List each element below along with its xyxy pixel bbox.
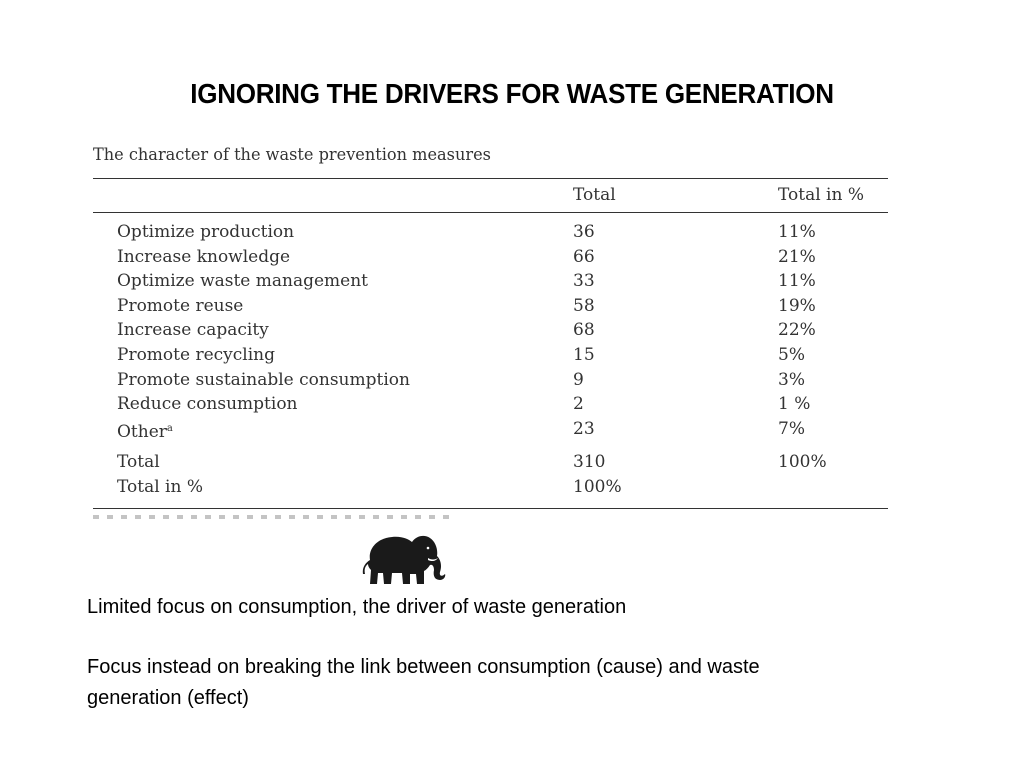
measure-name: Optimize production [117, 222, 295, 242]
table-header-row [93, 179, 888, 212]
measure-name: Promote reuse [117, 295, 244, 316]
measure-name: Reduce consumption [117, 394, 298, 415]
measure-percent: 7% [778, 418, 805, 439]
measure-percent: 5% [778, 344, 805, 365]
measure-name: Increase knowledge [117, 246, 291, 267]
table-row [93, 318, 888, 343]
measure-total: 68 [573, 320, 595, 341]
table-row [93, 343, 888, 368]
slide-title: IGNORING THE DRIVERS FOR WASTE GENERATION [190, 78, 834, 109]
table-row [93, 269, 888, 294]
measure-total: 23 [573, 418, 595, 439]
header-total: Total [573, 185, 616, 205]
header-total-percent: Total in % [778, 185, 865, 205]
measure-total: 9 [573, 369, 584, 390]
table-totals [93, 450, 888, 507]
table-caption: The character of the waste prevention measures [93, 145, 491, 165]
cropped-footnote-remnant [93, 509, 888, 519]
total-label: Total [117, 452, 160, 473]
total-row [93, 450, 888, 475]
table-row [93, 220, 888, 245]
measure-total: 2 [573, 394, 584, 415]
total-count: 310 [573, 452, 606, 473]
total-percent-row [93, 475, 888, 500]
measure-total: 15 [573, 344, 595, 365]
measure-percent: 1 % [778, 394, 811, 415]
total-percent: 100% [778, 452, 827, 473]
measure-percent: 21% [778, 246, 816, 267]
measure-name [117, 417, 173, 445]
table-row [93, 392, 888, 417]
elephant-icon [362, 530, 448, 586]
note-limited-focus: Limited focus on consumption, the driver of waste generation [87, 596, 627, 618]
measure-name: Promote sustainable consumption [117, 369, 410, 390]
table-row [93, 294, 888, 319]
total-percent-label: Total in % [117, 476, 204, 497]
measure-percent: 22% [778, 320, 816, 341]
table-body [93, 213, 888, 508]
measure-name: Optimize waste management [117, 271, 369, 292]
measure-total: 58 [573, 295, 595, 316]
note-focus-instead: Focus instead on breaking the link between consumption (cause) and waste generation (effect) [87, 656, 760, 709]
footnote-mark: a [166, 422, 173, 434]
other-label: Other [117, 421, 167, 442]
measure-total: 33 [573, 271, 595, 292]
table-row [93, 417, 888, 442]
measure-total: 36 [573, 222, 595, 242]
total-percent-value: 100% [573, 476, 622, 497]
measure-percent: 3% [778, 369, 805, 390]
table-row [93, 245, 888, 270]
measure-percent: 11% [778, 222, 816, 242]
measure-name: Promote recycling [117, 344, 275, 365]
measure-name: Increase capacity [117, 320, 269, 341]
table-row [93, 368, 888, 393]
measure-total: 66 [573, 246, 595, 267]
measure-percent: 11% [778, 271, 816, 292]
measure-percent: 19% [778, 295, 816, 316]
waste-prevention-table [93, 142, 888, 519]
